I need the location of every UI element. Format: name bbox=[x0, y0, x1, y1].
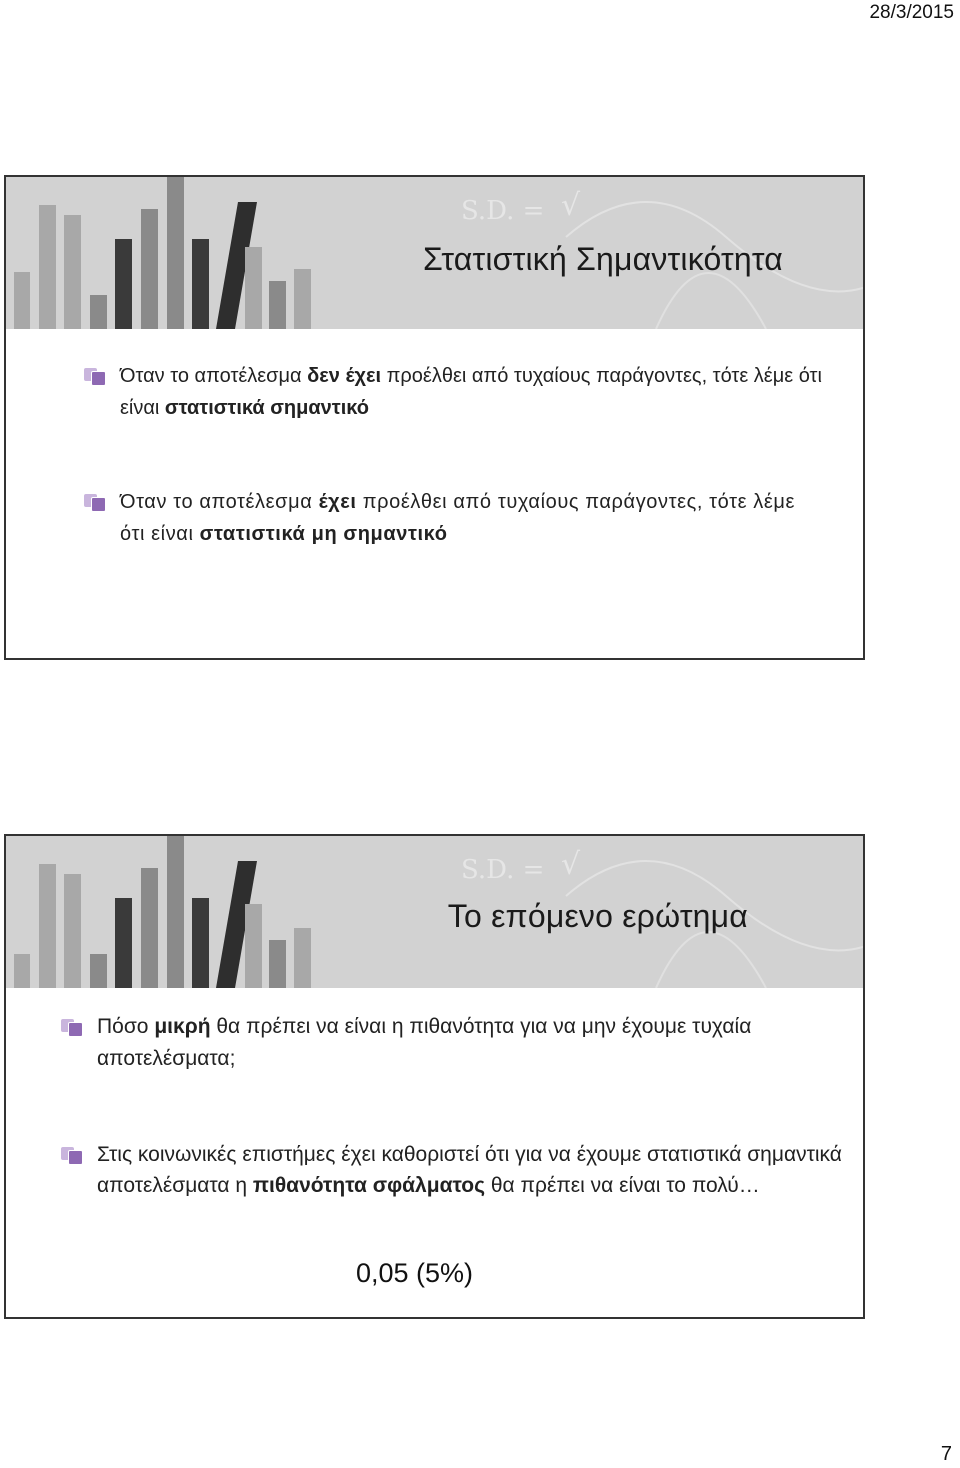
bullet-icon bbox=[84, 494, 106, 510]
banner-bar bbox=[269, 281, 286, 329]
bullet-item bbox=[61, 1011, 851, 1075]
banner-bar bbox=[141, 209, 158, 329]
bullet-icon bbox=[61, 1147, 83, 1163]
bullet-item bbox=[61, 1139, 851, 1201]
banner-bar bbox=[64, 215, 81, 329]
svg-text:√: √ bbox=[561, 188, 581, 223]
banner-bar bbox=[192, 239, 209, 329]
bullet-text: Στις κοινωνικές επιστήμες έχει καθοριστεί ότι για να έχουμε στατιστικά σημαντικά αποτελέσματα η πιθανότητα σφάλματος θα πρέπει να είναι το πολύ… bbox=[97, 1143, 842, 1197]
slide-statistical-significance bbox=[4, 175, 865, 660]
banner-bar bbox=[39, 864, 56, 988]
slide-title: Το επόμενο ερώτημα bbox=[447, 898, 748, 934]
banner-bar bbox=[269, 940, 286, 988]
banner-bar bbox=[14, 272, 30, 329]
bullet-item bbox=[84, 360, 824, 424]
page-number: 7 bbox=[940, 1443, 952, 1465]
banner-bar bbox=[167, 177, 184, 329]
slide-banner bbox=[6, 836, 863, 988]
bullet-item bbox=[84, 486, 824, 550]
bullet-text: Όταν το αποτέλεσμα δεν έχει προέλθει από τυχαίους παράγοντες, τότε λέμε ότι είναι στατιστικά σημαντικό bbox=[120, 365, 822, 419]
banner-bar bbox=[192, 898, 209, 988]
svg-text:√: √ bbox=[561, 847, 581, 882]
svg-text:S.D. =: S.D. = bbox=[461, 196, 545, 226]
banner-bar bbox=[90, 295, 107, 329]
banner-bar bbox=[167, 836, 184, 988]
banner-bar bbox=[141, 868, 158, 988]
banner-bar bbox=[39, 205, 56, 329]
significance-level-value: 0,05 (5%) bbox=[355, 1258, 474, 1288]
banner-bar bbox=[64, 874, 81, 988]
slide-next-question bbox=[4, 834, 865, 1319]
slide-banner bbox=[6, 177, 863, 329]
slide-title: Στατιστική Σημαντικότητα bbox=[422, 241, 783, 277]
bullet-text: Όταν το αποτέλεσμα έχει προέλθει από τυχαίους παράγοντες, τότε λέμε ότι είναι στατιστικά μη σημαντικό bbox=[120, 491, 796, 545]
svg-text:S.D. =: S.D. = bbox=[461, 855, 545, 885]
bullet-text: Πόσο μικρή θα πρέπει να είναι η πιθανότητα για να μην έχουμε τυχαία αποτελέσματα; bbox=[97, 1015, 752, 1070]
banner-bar bbox=[115, 239, 132, 329]
bullet-icon bbox=[61, 1019, 83, 1035]
banner-bar bbox=[245, 247, 262, 329]
banner-bar bbox=[115, 898, 132, 988]
banner-bar bbox=[90, 954, 107, 988]
banner-bar bbox=[294, 269, 311, 329]
bullet-icon bbox=[84, 368, 106, 384]
banner-bar bbox=[245, 904, 262, 988]
page-date: 28/3/2015 bbox=[869, 2, 954, 23]
banner-bar bbox=[294, 928, 311, 988]
banner-bar bbox=[14, 954, 30, 988]
